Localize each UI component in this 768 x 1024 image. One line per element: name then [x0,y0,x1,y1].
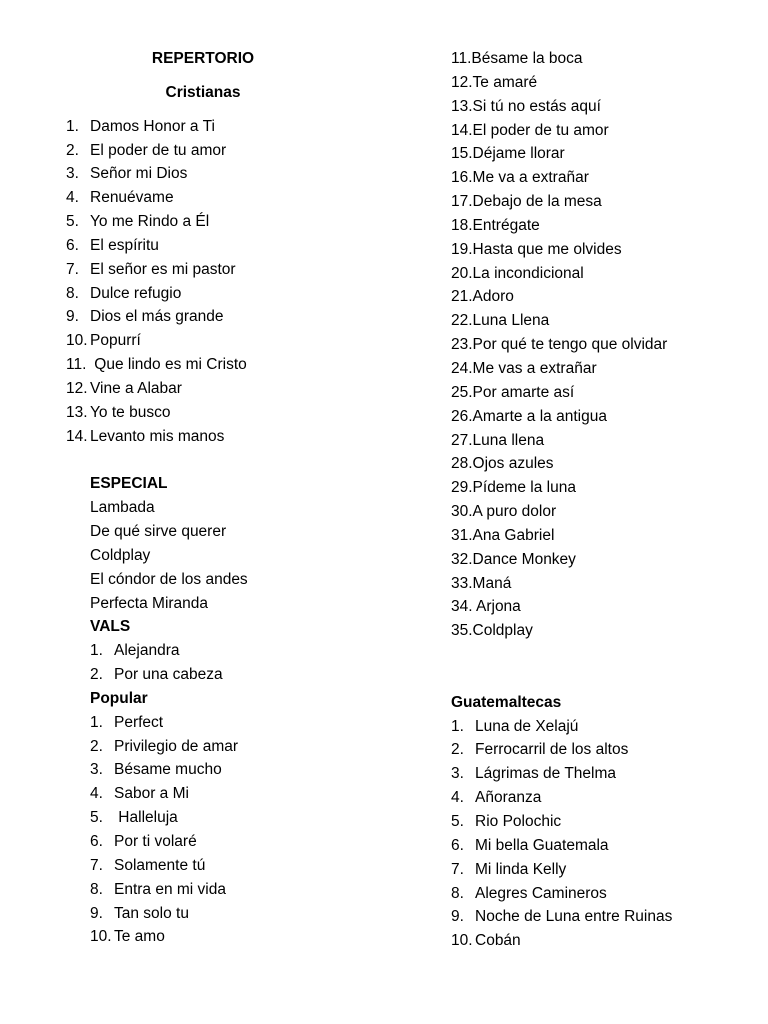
list-item-title: Levanto mis manos [90,427,225,445]
list-item: 31.Ana Gabriel [451,526,555,544]
list-item-title: Noche de Luna entre Ruinas [475,908,673,926]
list-item-number: 13. [66,403,88,421]
section-heading-guatemaltecas: Guatemaltecas [451,693,562,711]
list-item [451,786,751,810]
list-item-title: Yo me Rindo a Él [90,213,210,231]
list-item: 22.Luna Llena [451,312,550,330]
list-item [66,162,386,186]
list-item-title: Tan solo tu [114,904,189,922]
list-item-number: 7. [66,260,79,278]
list-item-number: 7. [90,856,103,874]
list-item-title: Cobán [475,932,521,950]
list-item [66,806,386,830]
list-item-number: 2. [90,666,103,684]
list-item-number: 8. [451,884,464,902]
list-item: Lambada [90,499,155,517]
list-item-number: 10. [451,932,473,950]
section-heading-cristianas: Cristianas [165,83,241,101]
section-heading-popular: Popular [90,689,148,707]
list-item-number: 10. [90,928,112,946]
list-item: 12.Te amaré [451,73,538,91]
list-item-title: El poder de tu amor [90,141,227,159]
list-item-title: Privilegio de amar [114,737,239,755]
list-item: 35.Coldplay [451,622,533,640]
list-popular-continued [451,47,751,643]
list-item [66,115,386,139]
list-item-title: Por una cabeza [114,666,223,684]
list-item: 33.Maná [451,574,512,592]
list-item-title: Entra en mi vida [114,880,226,898]
list-item-title: Mi linda Kelly [475,860,567,878]
list-popular [66,711,386,949]
list-item: 28.Ojos azules [451,455,554,473]
list-item: 13.Si tú no estás aquí [451,97,601,115]
list-item-number: 1. [451,717,464,735]
list-item: 25.Por amarte así [451,383,575,401]
list-item-title: Luna de Xelajú [475,717,579,735]
list-item-title: Lágrimas de Thelma [475,765,617,783]
list-item: 17.Debajo de la mesa [451,193,602,211]
list-item-number: 8. [90,880,103,898]
list-item: 29.Pídeme la luna [451,479,576,497]
section-heading-especial: ESPECIAL [90,475,168,493]
list-item-number: 4. [90,785,103,803]
list-item [451,882,751,906]
list-item-title: Alegres Camineros [475,884,607,902]
list-item [66,902,386,926]
list-item-title: Sabor a Mi [114,785,189,803]
list-item [66,758,386,782]
list-item [66,425,386,449]
list-item-number: 8. [66,284,79,302]
list-item-number: 1. [66,117,79,135]
list-item [66,139,386,163]
list-item [66,639,386,663]
list-item-number: 5. [451,813,464,830]
list-item: 30.A puro dolor [451,503,557,521]
list-item [66,234,386,258]
list-item [66,305,386,329]
right-column [451,47,751,953]
list-item [66,854,386,878]
list-item-number: 14. [66,427,88,445]
list-item: 18.Entrégate [451,216,540,234]
list-item [66,663,386,687]
list-item [66,925,386,949]
list-item [66,186,386,210]
list-item-title: Yo te busco [90,403,171,421]
list-item-number: 2. [66,141,79,159]
list-item [66,377,386,401]
list-item: El cóndor de los andes [90,570,248,588]
list-item-title: El señor es mi pastor [90,260,236,278]
list-item: 15.Déjame llorar [451,145,565,163]
list-item-number: 6. [66,236,79,254]
list-item: 20.La incondicional [451,264,584,282]
list-item-title: Bésame mucho [114,761,222,779]
list-item-title: Dulce refugio [90,284,182,302]
list-item [451,929,751,953]
list-item [451,834,751,858]
list-item-title: Damos Honor a Ti [90,117,215,135]
list-item: 19.Hasta que me olvides [451,240,622,258]
list-item [66,210,386,234]
list-item-title: Alejandra [114,642,180,660]
list-item [66,401,386,425]
list-item [66,353,386,377]
list-item [451,905,751,929]
list-item-number: 5. [66,213,79,231]
list-item [451,858,751,882]
list-item-number: 12. [66,379,88,397]
left-column [66,47,386,949]
list-item-title: Vine a Alabar [90,379,182,397]
list-item-number: 4. [451,789,464,807]
list-item: Perfecta Miranda [90,594,209,612]
list-item-number: 3. [66,165,79,183]
document-title: REPERTORIO [151,50,255,67]
list-item [451,738,751,762]
list-item-title: Rio Polochic [475,813,562,830]
list-item: 27.Luna llena [451,431,545,449]
list-item-number: 6. [90,833,103,850]
list-item-title: El espíritu [90,236,159,254]
list-item-title: Renuévame [90,189,174,207]
list-item-number: 6. [451,836,464,854]
list-item [451,715,751,739]
list-item [66,830,386,854]
list-item-title: Te amo [114,928,165,946]
list-item-title: Por ti volaré [114,833,197,850]
list-item-number: 9. [66,308,79,326]
list-item-title: Señor mi Dios [90,165,188,183]
list-item: 34. Arjona [451,598,521,616]
list-item: 32.Dance Monkey [451,550,576,568]
list-vals [66,639,386,687]
list-item-number: 3. [451,765,464,783]
list-item-title: Añoranza [475,789,542,807]
list-item [66,329,386,353]
list-item-title: Solamente tú [114,856,206,874]
list-item: 26.Amarte a la antigua [451,407,607,425]
list-item: Coldplay [90,546,151,564]
list-item: De qué sirve querer [90,523,227,541]
list-item-number: 1. [90,713,103,731]
list-item [66,878,386,902]
section-heading-vals: VALS [90,618,131,636]
list-item [66,282,386,306]
list-item-title: Que lindo es mi Cristo [90,356,247,374]
list-item [66,711,386,735]
list-item-title: Halleluja [114,809,178,827]
list-item: 11.Bésame la boca [451,50,583,67]
list-item-title: Popurrí [90,332,141,350]
list-item [66,782,386,806]
list-item [451,762,751,786]
list-item [66,258,386,282]
list-item-number: 9. [90,904,103,922]
list-item: 24.Me vas a extrañar [451,359,597,377]
list-item [451,810,751,834]
list-item-title: Perfect [114,713,164,731]
list-item-number: 10. [66,332,88,350]
list-cristianas [66,115,386,449]
list-item: 16.Me va a extrañar [451,169,589,187]
list-item-title: Dios el más grande [90,308,224,326]
list-item-title: Ferrocarril de los altos [475,741,629,759]
list-item-number: 2. [451,741,464,759]
list-especial [66,496,386,615]
list-guatemaltecas [451,715,751,953]
list-item: 23.Por qué te tengo que olvidar [451,336,668,354]
list-item-number: 4. [66,189,79,207]
list-item: 21.Adoro [451,288,514,306]
list-item-number: 11. [66,356,87,374]
list-item-number: 1. [90,642,103,660]
list-item-number: 3. [90,761,103,779]
list-item [66,735,386,759]
list-item-number: 5. [90,809,103,827]
list-item-title: Mi bella Guatemala [475,836,609,854]
list-item: 14.El poder de tu amor [451,121,609,139]
list-item-number: 2. [90,737,103,755]
list-item-number: 7. [451,860,464,878]
list-item-number: 9. [451,908,464,926]
